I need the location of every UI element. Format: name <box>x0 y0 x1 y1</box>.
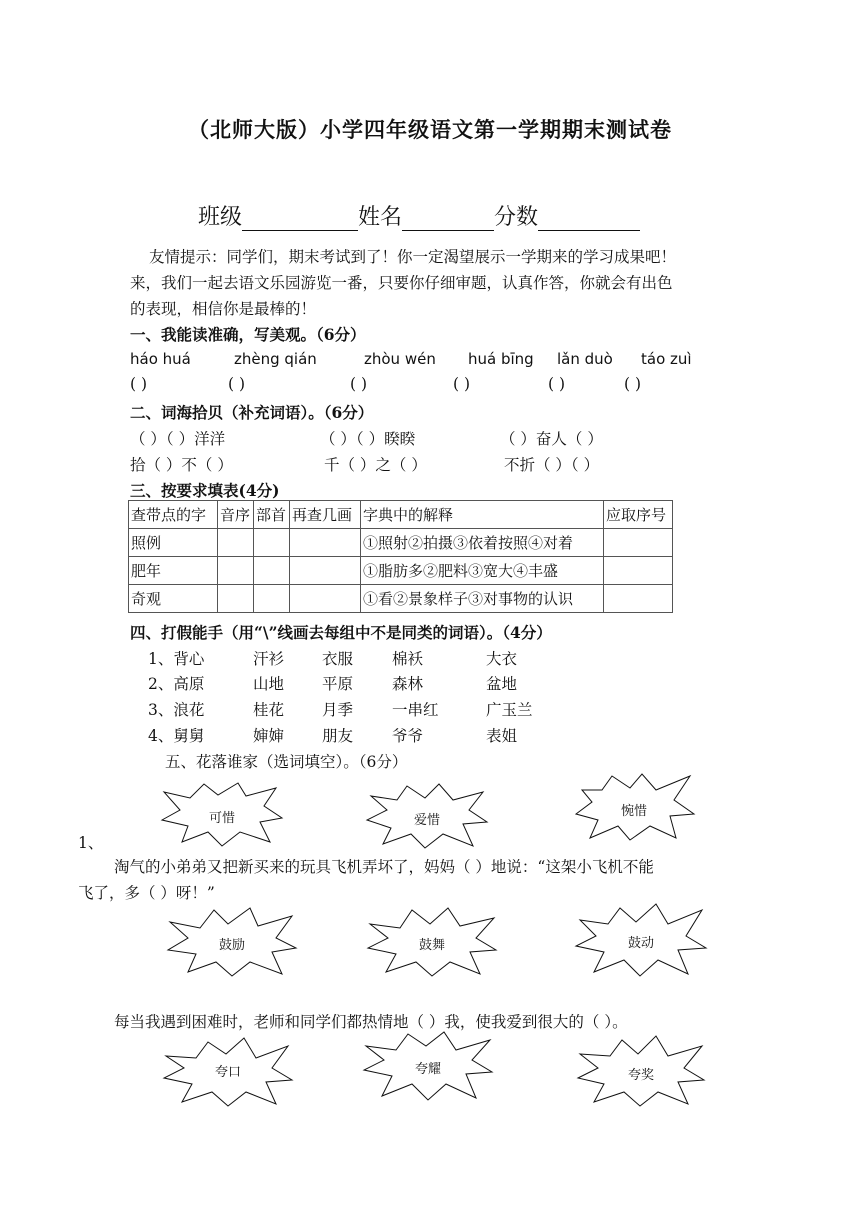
group-word[interactable]: 2、高原 <box>148 675 205 693</box>
word-burst[interactable] <box>365 782 489 850</box>
score-blank[interactable] <box>538 206 640 231</box>
table-cell-input[interactable] <box>218 557 254 585</box>
table-cell: ①照射②拍摄③依着按照④对着 <box>361 529 604 557</box>
idiom-2[interactable]: （ ）（ ）睽睽 <box>320 430 416 448</box>
pinyin-2: zhèng qián <box>234 350 317 368</box>
table-header-row <box>129 501 673 529</box>
burst-word: 爱惜 <box>413 813 440 828</box>
group-word[interactable]: 衣服 <box>322 650 354 668</box>
table-row <box>129 529 673 557</box>
table-cell: ①脂肪多②肥料③宽大④丰盛 <box>361 557 604 585</box>
student-info-line <box>198 200 640 231</box>
group-word[interactable]: 1、背心 <box>148 650 205 668</box>
section3-heading: 三、按要求填表(4分) <box>130 481 280 500</box>
word-burst[interactable] <box>160 780 284 848</box>
table-cell-input[interactable] <box>218 529 254 557</box>
group-word[interactable]: 月季 <box>322 701 354 719</box>
sentence2: 每当我遇到困难时，老师和同学们都热情地（ ）我，使我爱到很大的（ ）。 <box>114 1013 628 1031</box>
table-row <box>129 557 673 585</box>
name-blank[interactable] <box>402 206 494 231</box>
table-cell: 照例 <box>129 529 218 557</box>
tip-line-1: 友情提示：同学们，期末考试到了！你一定渴望展示一学期来的学习成果吧！ <box>149 248 677 266</box>
table-cell-input[interactable] <box>604 585 673 613</box>
burst-word: 夸耀 <box>414 1062 441 1077</box>
burst-word: 鼓动 <box>627 936 654 951</box>
pinyin-5: lǎn duò <box>557 350 613 368</box>
table-cell-input[interactable] <box>604 529 673 557</box>
group-word[interactable]: 棉袄 <box>392 650 424 668</box>
group-word[interactable]: 盆地 <box>486 675 518 693</box>
idiom-4[interactable]: 拾（ ）不（ ） <box>130 456 233 474</box>
table-header-cell: 音序 <box>218 501 254 529</box>
answer-bracket-5[interactable]: ( ) <box>548 375 566 393</box>
group-word[interactable]: 平原 <box>322 675 354 693</box>
table-header-cell: 字典中的解释 <box>361 501 604 529</box>
question-number: 1、 <box>78 834 104 852</box>
group-word[interactable]: 婶婶 <box>253 727 285 745</box>
tip-line-2: 来，我们一起去语文乐园游览一番，只要你仔细审题，认真作答，你就会有出色 <box>130 274 673 292</box>
burst-word: 鼓舞 <box>418 938 445 953</box>
table-cell-input[interactable] <box>290 585 361 613</box>
answer-bracket-2[interactable]: ( ) <box>228 375 246 393</box>
word-burst[interactable] <box>366 906 498 978</box>
group-word[interactable]: 桂花 <box>253 701 285 719</box>
table-cell-input[interactable] <box>218 585 254 613</box>
word-burst[interactable] <box>574 902 708 978</box>
group-word[interactable]: 3、浪花 <box>148 701 205 719</box>
group-word[interactable]: 森林 <box>392 675 424 693</box>
table-cell-input[interactable] <box>254 585 290 613</box>
answer-bracket-4[interactable]: ( ) <box>453 375 471 393</box>
group-word[interactable]: 一串红 <box>392 701 439 719</box>
group-word[interactable]: 朋友 <box>322 727 354 745</box>
score-label: 分数 <box>494 205 539 230</box>
group-word[interactable]: 爷爷 <box>392 727 424 745</box>
name-label: 姓名 <box>358 205 403 230</box>
section1-heading: 一、我能读准确，写美观。（6分） <box>130 325 366 344</box>
burst-word: 惋惜 <box>620 804 647 819</box>
table-cell: 肥年 <box>129 557 218 585</box>
table-cell-input[interactable] <box>290 557 361 585</box>
group-word[interactable]: 山地 <box>253 675 285 693</box>
group-word[interactable]: 大衣 <box>486 650 518 668</box>
burst-word: 可惜 <box>208 811 235 826</box>
burst-word: 夸奖 <box>627 1068 654 1083</box>
word-burst[interactable] <box>166 906 298 978</box>
table-cell-input[interactable] <box>290 529 361 557</box>
group-word[interactable]: 表姐 <box>486 727 518 745</box>
idiom-1[interactable]: （ ）（ ）洋洋 <box>130 430 226 448</box>
word-burst[interactable] <box>572 770 696 842</box>
sentence1-line1: 淘气的小弟弟又把新买来的玩具飞机弄坏了，妈妈（ ）地说：“这架小飞机不能 <box>114 858 654 876</box>
word-burst[interactable] <box>362 1030 494 1102</box>
section5-heading: 五、花落谁家（选词填空）。（6分） <box>165 753 408 771</box>
burst-word: 夸口 <box>214 1065 241 1080</box>
section2-heading: 二、词海拾贝（补充词语）。（6分） <box>130 403 374 422</box>
pinyin-6: táo zuì <box>641 350 692 368</box>
sentence1-line2: 飞了，多（ ）呀！” <box>78 884 215 902</box>
word-burst[interactable] <box>162 1036 294 1108</box>
table-header-cell: 部首 <box>254 501 290 529</box>
table-cell: ①看②景象样子③对事物的认识 <box>361 585 604 613</box>
pinyin-3: zhòu wén <box>364 350 436 368</box>
table-cell-input[interactable] <box>254 557 290 585</box>
table-header-cell: 应取序号 <box>604 501 673 529</box>
table-header-cell: 查带点的字 <box>129 501 218 529</box>
class-label: 班级 <box>198 205 243 230</box>
burst-word: 鼓励 <box>218 938 245 953</box>
word-burst[interactable] <box>576 1034 706 1108</box>
pinyin-1: háo huá <box>130 350 191 368</box>
group-word[interactable]: 广玉兰 <box>486 701 533 719</box>
table-row <box>129 585 673 613</box>
section4-heading: 四、打假能手（用“\”线画去每组中不是同类的词语）。（4分） <box>130 623 552 642</box>
idiom-5[interactable]: 千（ ）之（ ） <box>324 456 427 474</box>
answer-bracket-6[interactable]: ( ) <box>624 375 642 393</box>
dictionary-table <box>128 500 673 613</box>
group-word[interactable]: 4、舅舅 <box>148 727 205 745</box>
pinyin-4: huá bīng <box>468 350 534 368</box>
answer-bracket-1[interactable]: ( ) <box>130 375 148 393</box>
table-cell: 奇观 <box>129 585 218 613</box>
table-cell-input[interactable] <box>604 557 673 585</box>
idiom-6[interactable]: 不折（ ）（ ） <box>504 456 600 474</box>
answer-bracket-3[interactable]: ( ) <box>350 375 368 393</box>
idiom-3[interactable]: （ ）奋人（ ） <box>500 430 603 448</box>
class-blank[interactable] <box>242 206 358 231</box>
tip-line-3: 的表现，相信你是最棒的！ <box>130 300 317 318</box>
group-word[interactable]: 汗衫 <box>253 650 285 668</box>
table-header-cell: 再查几画 <box>290 501 361 529</box>
table-cell-input[interactable] <box>254 529 290 557</box>
page-title: （北师大版）小学四年级语文第一学期期末测试卷 <box>188 117 672 142</box>
